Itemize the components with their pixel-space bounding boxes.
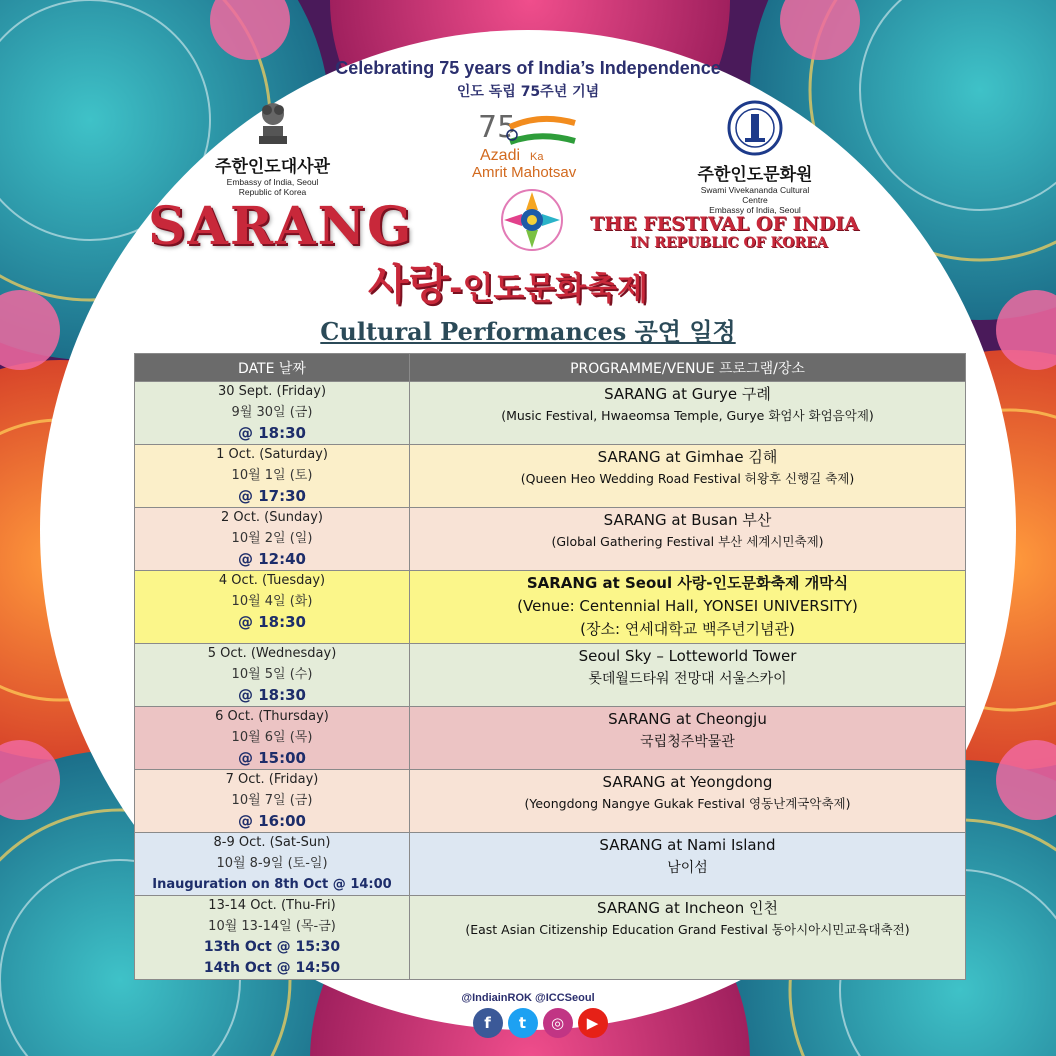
programme-venue: (Venue: Centennial Hall, YONSEI UNIVERSITY): [517, 597, 858, 615]
date-cell: [135, 508, 410, 571]
programme-cell: [410, 571, 966, 644]
iccr-name-kr: 주한인도문화원: [697, 165, 813, 185]
programme-venue: (Music Festival, Hwaeomsa Temple, Gurye 화엄사 화엄음악제): [501, 408, 874, 423]
programme-title: SARANG at Busan 부산: [603, 511, 772, 529]
time: @ 15:00: [238, 749, 306, 767]
azadi-word: Azadi: [480, 147, 521, 164]
azadi-ka-amrit-mahotsav-logo: [470, 105, 605, 185]
programme-venue: (Queen Heo Wedding Road Festival 허왕후 신행길 축제): [520, 471, 855, 486]
programme-title: Seoul Sky – Lotteworld Tower: [578, 647, 797, 665]
date-en: 30 Sept. (Friday): [217, 384, 327, 399]
anniversary-title-kr: 인도 독립 75주년 기념: [456, 84, 600, 100]
azadi-mahotsav: Amrit Mahotsav: [472, 164, 577, 181]
youtube-icon[interactable]: ▶: [578, 1008, 608, 1038]
table-row: [135, 770, 966, 833]
twitter-icon[interactable]: t: [508, 1008, 538, 1038]
time: 13th Oct @ 15:30: [203, 939, 341, 955]
social-handles: @IndiainROK @ICCSeoul: [461, 992, 595, 1004]
programme-cell: [410, 833, 966, 896]
date-en: 1 Oct. (Saturday): [216, 447, 328, 462]
date-kr: 10월 2일 (일): [231, 531, 313, 546]
azadi-number: 75: [478, 110, 517, 145]
cultural-centre-seal-icon: [727, 100, 783, 156]
festival-title-line2: IN REPUBLIC OF KOREA: [630, 235, 828, 251]
iccr-name-en1: Swami Vivekananda Cultural Centre: [700, 185, 810, 205]
embassy-name-kr: 주한인도대사관: [215, 157, 330, 177]
date-en: 4 Oct. (Tuesday): [218, 573, 326, 588]
peacock-logo-icon: [482, 180, 582, 260]
programme-column-header: PROGRAMME/VENUE 프로그램/장소: [410, 354, 966, 382]
table-header-row: [135, 354, 966, 382]
time: @ 16:00: [238, 812, 306, 830]
time: @ 12:40: [238, 550, 306, 568]
programme-cell: [410, 445, 966, 508]
programme-title: SARANG at Seoul 사랑-인도문화축제 개막식: [526, 574, 849, 592]
programme-title: SARANG at Incheon 인천: [597, 899, 778, 917]
date-kr: 10월 6일 (목): [231, 730, 313, 745]
ashoka-emblem-icon: [253, 96, 293, 146]
date-cell: [135, 896, 410, 980]
date-en: 7 Oct. (Friday): [225, 772, 319, 787]
azadi-ka: Ka: [530, 151, 544, 163]
time: @ 18:30: [238, 424, 306, 442]
date-kr: 10월 4일 (화): [231, 594, 313, 609]
table-row: [135, 896, 966, 980]
iccr-name-en2: Embassy of India, Seoul: [709, 205, 801, 215]
embassy-name-en2: Republic of Korea: [238, 187, 307, 197]
programme-venue: 남이섬: [667, 860, 708, 876]
programme-title: SARANG at Gimhae 김해: [597, 448, 778, 466]
date-en: 2 Oct. (Sunday): [221, 510, 323, 525]
date-kr: 10월 1일 (토): [231, 468, 313, 483]
social-icons: [470, 1008, 610, 1042]
table-row: [135, 707, 966, 770]
facebook-icon[interactable]: f: [473, 1008, 503, 1038]
date-cell: [135, 644, 410, 707]
iccr-logo: [690, 100, 820, 215]
table-row: [135, 833, 966, 896]
date-cell: [135, 445, 410, 508]
date-en: 13-14 Oct. (Thu-Fri): [208, 898, 336, 913]
festival-title-line1: THE FESTIVAL OF INDIA: [590, 213, 859, 235]
date-kr: 9월 30일 (금): [231, 405, 313, 420]
date-en: 8-9 Oct. (Sat-Sun): [213, 835, 331, 850]
sarang-kr-big: 사랑: [368, 260, 450, 309]
date-cell: [135, 770, 410, 833]
date-en: 5 Oct. (Wednesday): [207, 646, 337, 661]
schedule-table: [134, 353, 966, 980]
date-column-header: DATE 날짜: [135, 354, 410, 382]
instagram-icon[interactable]: ◎: [543, 1008, 573, 1038]
programme-title: SARANG at Nami Island: [599, 836, 776, 854]
programme-cell: [410, 508, 966, 571]
programme-title: SARANG at Gurye 구례: [604, 385, 771, 403]
programme-venue-kr: (장소: 연세대학교 백주년기념관): [580, 620, 795, 638]
programme-venue: (East Asian Citizenship Education Grand Festival 동아시아시민교육대축전): [465, 922, 910, 937]
date-kr: 10월 13-14일 (목-금): [208, 919, 336, 934]
embassy-logo: [200, 96, 345, 197]
date-cell: [135, 571, 410, 644]
programme-venue: (Yeongdong Nangye Gukak Festival 영동난계국악축제): [524, 796, 851, 811]
table-row: [135, 644, 966, 707]
table-row: [135, 382, 966, 445]
cultural-performances-heading: [0, 312, 1056, 347]
programme-cell: [410, 644, 966, 707]
time: @ 17:30: [238, 487, 306, 505]
programme-venue: 롯데월드타워 전망대 서울스카이: [588, 671, 787, 687]
sarang-festival-logo: [482, 180, 582, 260]
table-row: [135, 508, 966, 571]
sarang-title-kr: [368, 252, 648, 312]
time: Inauguration on 8th Oct @ 14:00: [152, 877, 392, 892]
time-2: 14th Oct @ 14:50: [203, 960, 341, 976]
time: @ 18:30: [238, 613, 306, 631]
embassy-name-en1: Embassy of India, Seoul: [226, 177, 319, 187]
programme-venue: (Global Gathering Festival 부산 세계시민축제): [551, 534, 824, 549]
programme-title: SARANG at Cheongju: [608, 710, 767, 728]
table-row: [135, 445, 966, 508]
table-row: [135, 571, 966, 644]
time: @ 18:30: [238, 686, 306, 704]
date-kr: 10월 5일 (수): [231, 667, 313, 682]
date-cell: [135, 707, 410, 770]
programme-venue: 국립청주박물관: [640, 734, 735, 750]
programme-cell: [410, 896, 966, 980]
date-cell: [135, 833, 410, 896]
azadi-logo-icon: [470, 105, 605, 185]
date-cell: [135, 382, 410, 445]
sarang-title: SARANG: [148, 196, 414, 257]
section-title: Cultural Performances 공연 일정: [320, 317, 736, 346]
programme-cell: [410, 770, 966, 833]
sarang-kr-rest: -인도문화축제: [449, 269, 648, 307]
programme-cell: [410, 382, 966, 445]
anniversary-title: Celebrating 75 years of India’s Independence: [335, 58, 721, 78]
date-en: 6 Oct. (Thursday): [215, 709, 329, 724]
date-kr: 10월 7일 (금): [231, 793, 313, 808]
programme-title: SARANG at Yeongdong: [602, 773, 773, 791]
date-kr: 10월 8-9일 (토-일): [216, 856, 328, 871]
programme-cell: [410, 707, 966, 770]
